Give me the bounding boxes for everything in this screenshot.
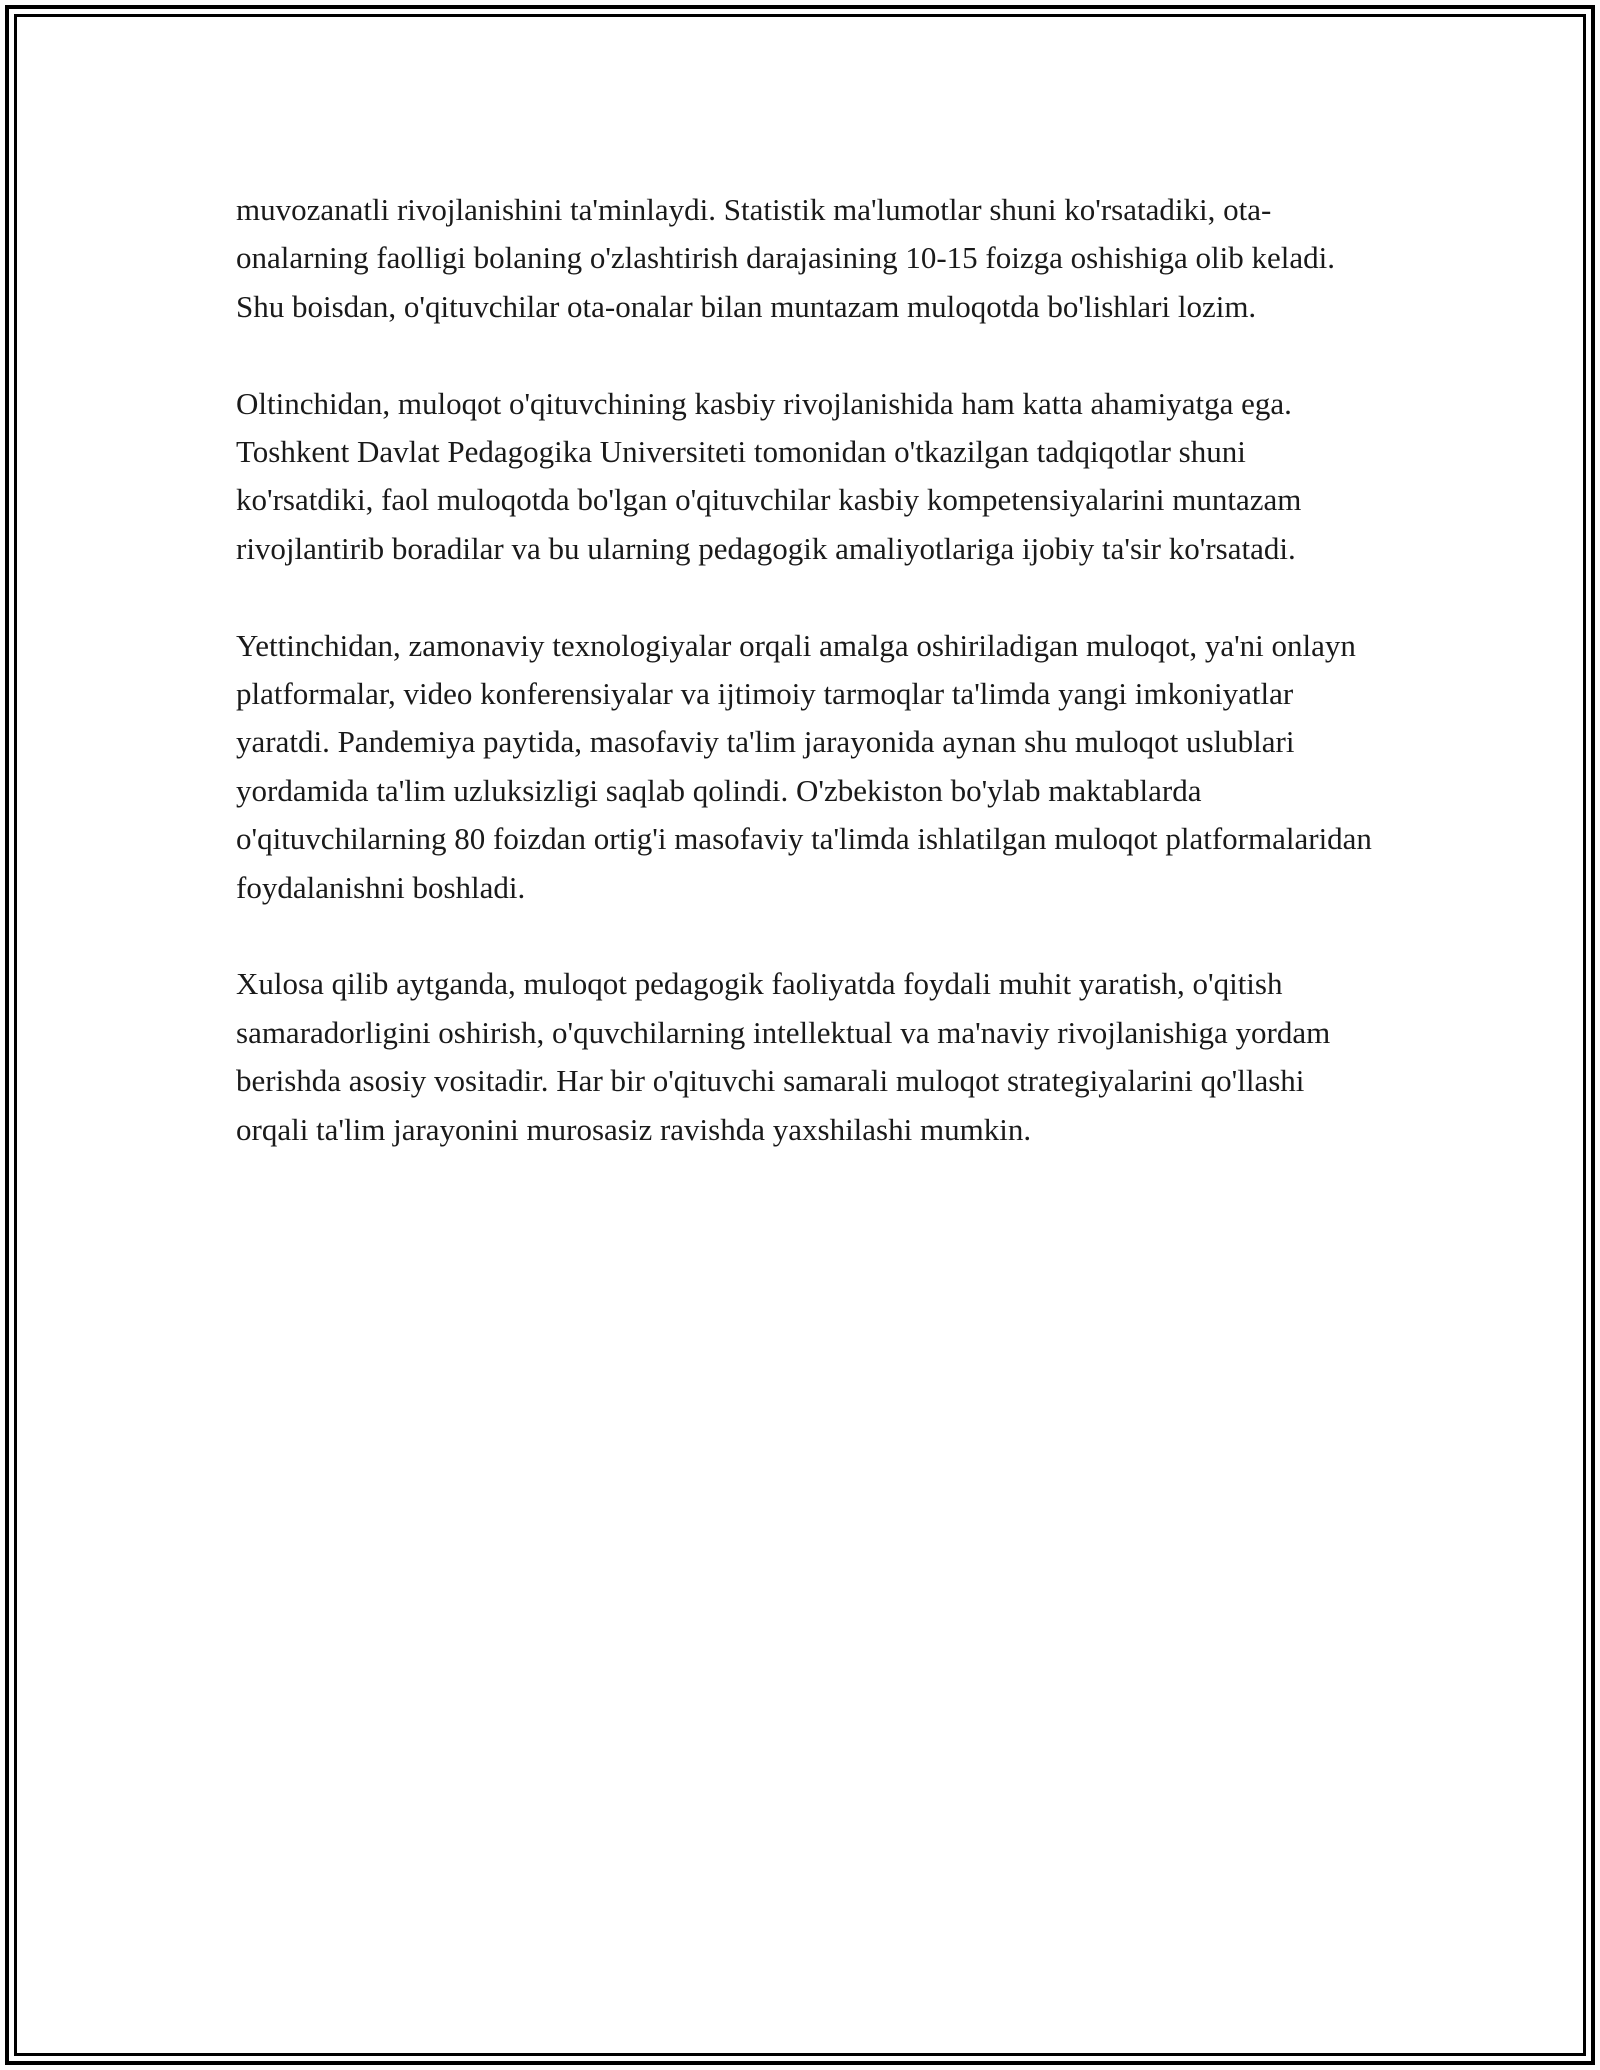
paragraph-sixth-point: Oltinchidan, muloqot o'qituvchining kasbiy rivojlanishida ham katta ahamiyatga ega. Toshkent Davlat Pedagogika Universiteti tomonidan o'tkazilgan tadqiqotlar shuni ko'rsatdiki, faol muloqotda bo'lgan o'qituvchilar kasbiy kompetensiyalarini muntazam rivojlantirib boradilar va bu ularning pedagogik amaliyotlariga ijobiy ta'sir ko'rsatadi. — [236, 385, 1302, 566]
paragraph-continuation: muvozanatli rivojlanishini ta'minlaydi. Statistik ma'lumotlar shuni ko'rsatadiki, ota-onalarning faolligi bolaning o'zlashtirish darajasining 10-15 foizga oshishiga olib keladi. Shu boisdan, o'qituvchilar ota-onalar bilan muntazam muloqotda bo'lishlari lozim. — [236, 192, 1335, 324]
document-body — [236, 186, 1376, 1202]
paragraph-conclusion: Xulosa qilib aytganda, muloqot pedagogik faoliyatda foydali muhit yaratish, o'qitish samaradorligini oshirish, o'quvchilarning intellektual va ma'naviy rivojlanishiga yordam berishda asosiy vositadir. Har bir o'qituvchi samarali muloqot strategiyalarini qo'llashi orqali ta'lim jarayonini murosasiz ravishda yaxshilashi mumkin. — [236, 966, 1331, 1147]
paragraph-seventh-point: Yettinchidan, zamonaviy texnologiyalar orqali amalga oshiriladigan muloqot, ya'ni onlayn platformalar, video konferensiyalar va ijtimoiy tarmoqlar ta'limda yangi imkoniyatlar yaratdi. Pandemiya paytida, masofaviy ta'lim jarayonida aynan shu muloqot uslublari yordamida ta'lim uzluksizligi saqlab qolindi. O'zbekiston bo'ylab maktablarda o'qituvchilarning 80 foizdan ortig'i masofaviy ta'limda ishlatilgan muloqot platformalaridan foydalanishni boshladi. — [236, 627, 1372, 905]
